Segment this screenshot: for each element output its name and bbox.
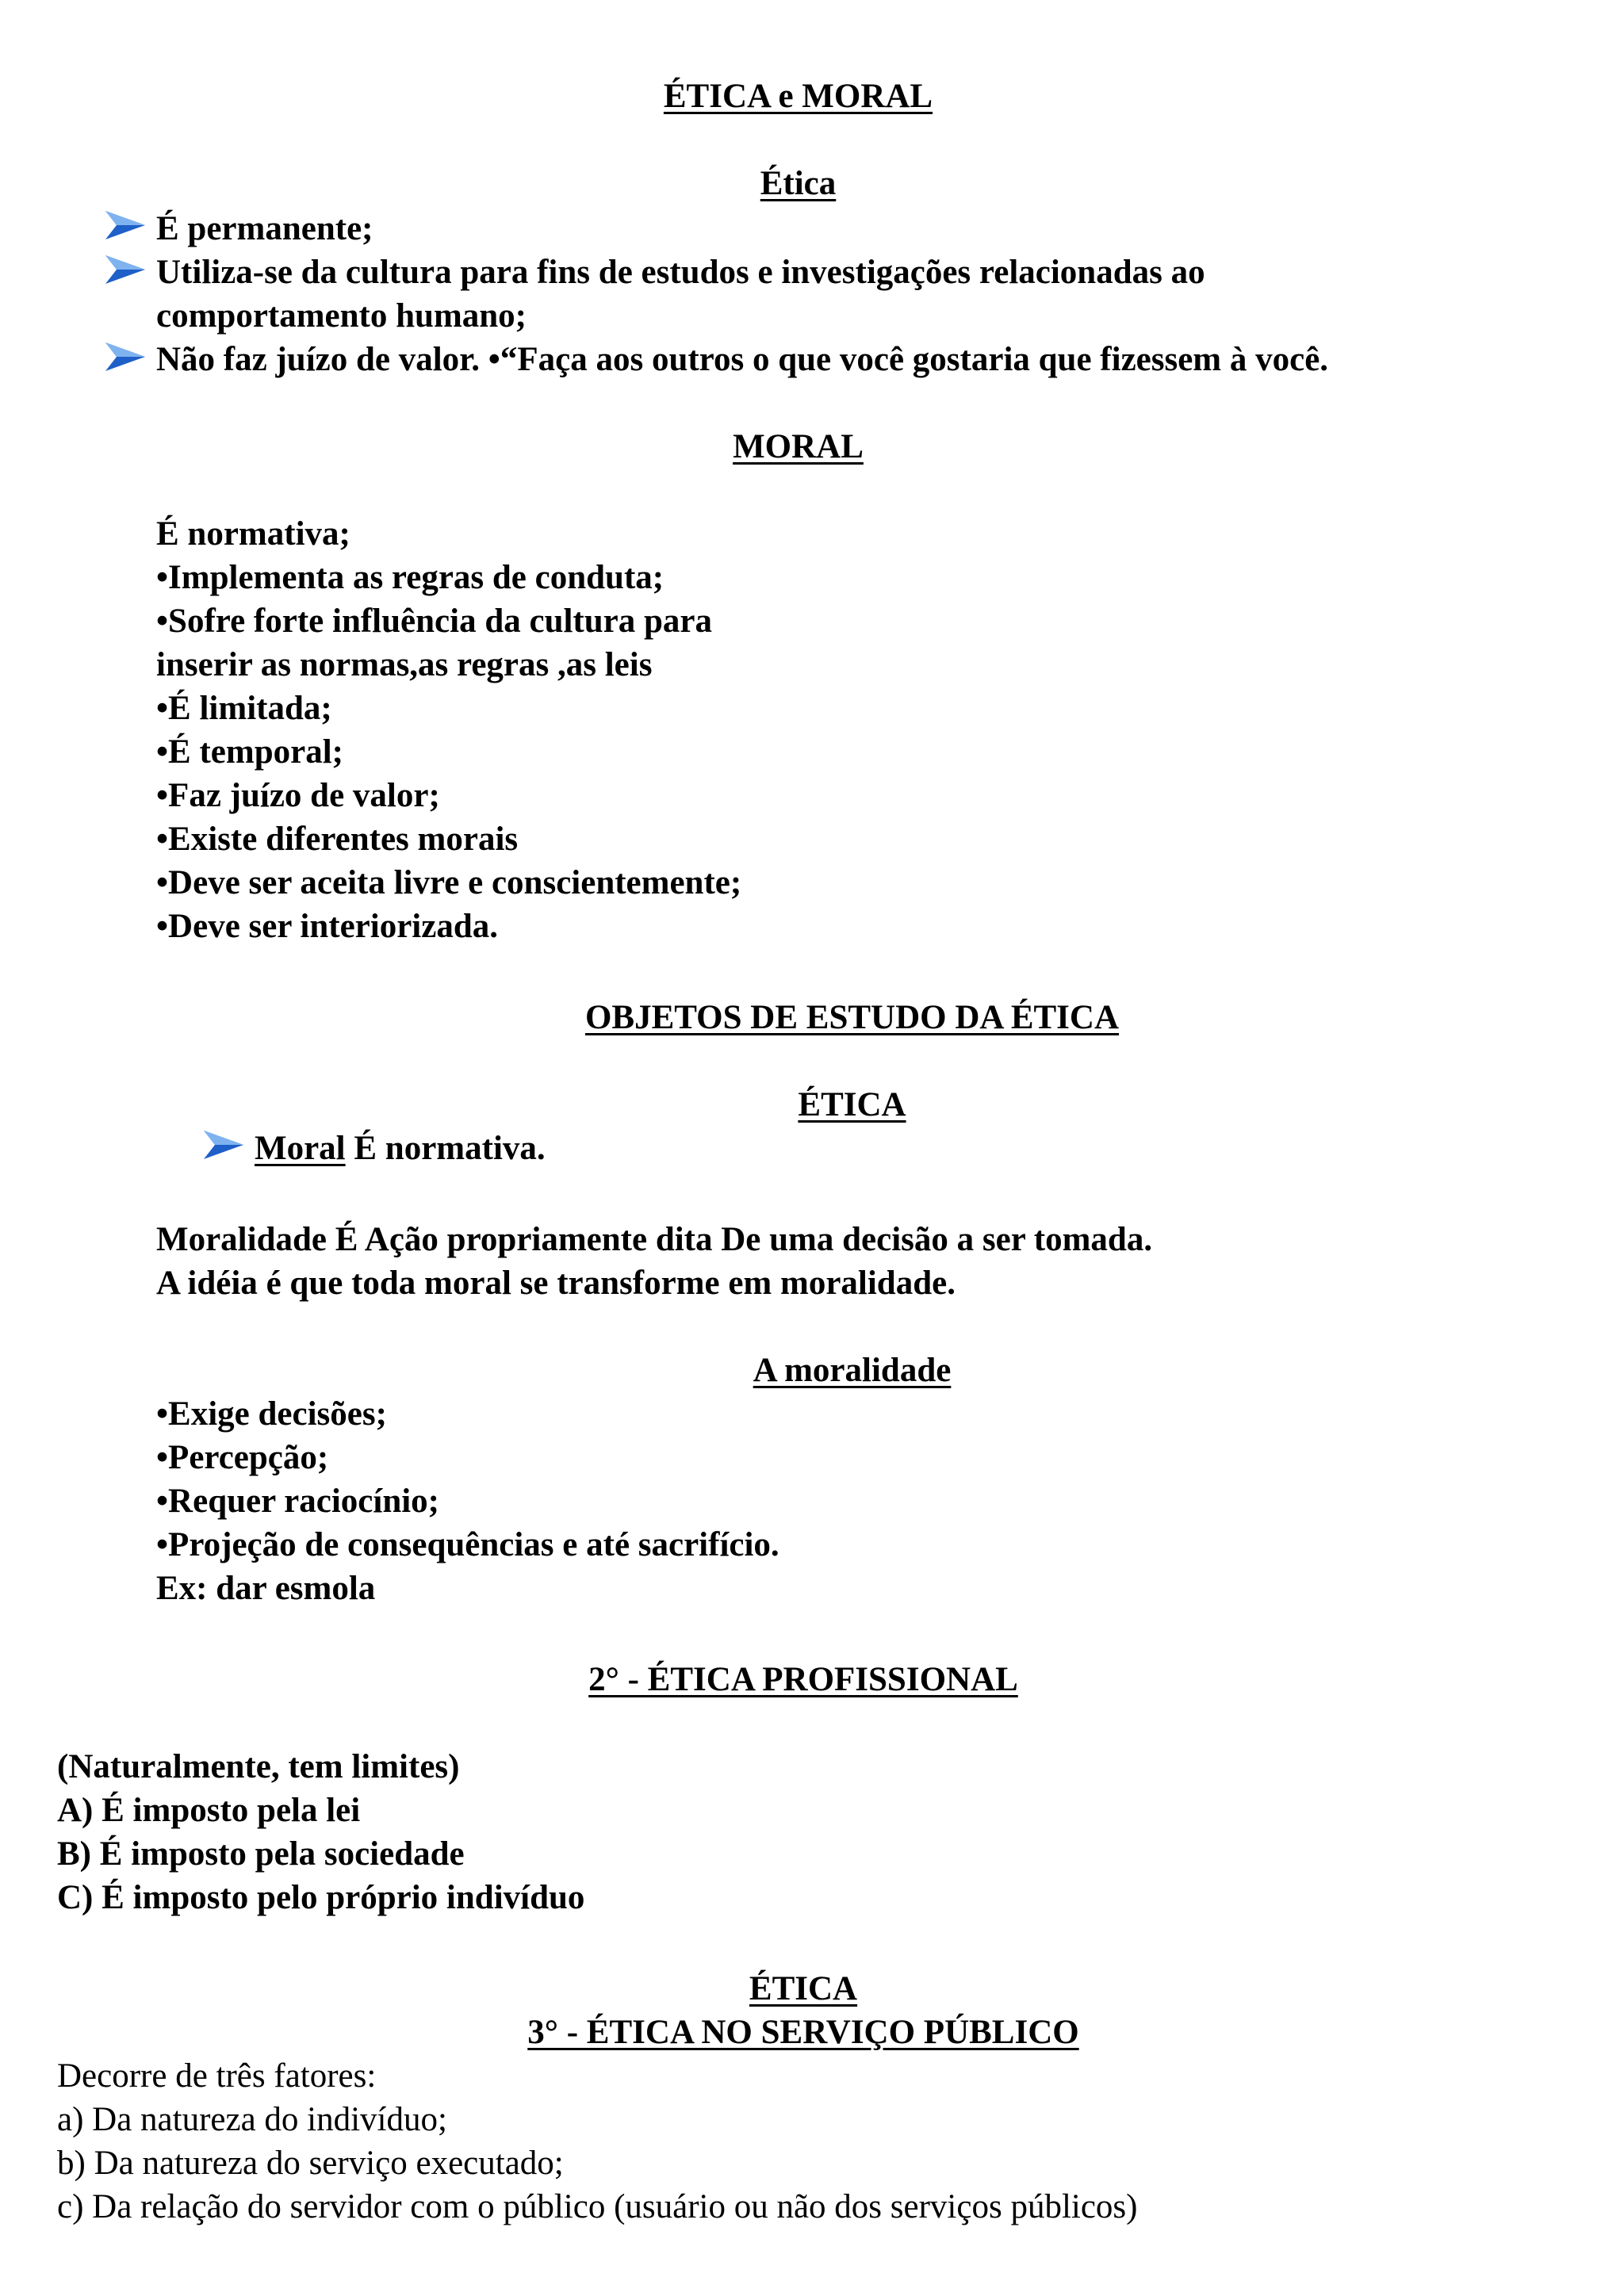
- moral-item: •Deve ser aceita livre e conscientemente;: [156, 864, 742, 901]
- moral-rest: É normativa.: [345, 1130, 546, 1167]
- moral-item: inserir as normas,as regras ,as leis: [156, 646, 653, 683]
- arrow-bullet-icon: [105, 211, 145, 239]
- publico-item: b) Da natureza do serviço executado;: [57, 2145, 564, 2182]
- moralidade-heading: A moralidade: [753, 1352, 952, 1389]
- moral-item: •Sofre forte influência da cultura para: [156, 603, 712, 640]
- moral-item: •É temporal;: [156, 733, 343, 771]
- etica-item: É permanente;: [156, 210, 373, 247]
- moral-item: •Existe diferentes morais: [156, 821, 519, 858]
- profissional-heading: 2° - ÉTICA PROFISSIONAL: [588, 1661, 1018, 1698]
- etica-item: Não faz juízo de valor. •“Faça aos outros o que você gostaria que fizessem à você.: [156, 341, 1329, 378]
- moral-term: Moral: [255, 1130, 346, 1167]
- publico-heading-1: ÉTICA: [749, 1970, 858, 2007]
- moral-item: É normativa;: [156, 515, 350, 553]
- moralidade-item: Ex: dar esmola: [156, 1570, 376, 1607]
- profissional-item: C) É imposto pelo próprio indivíduo: [57, 1879, 585, 1916]
- profissional-item: B) É imposto pela sociedade: [57, 1835, 465, 1873]
- profissional-item: A) É imposto pela lei: [57, 1792, 361, 1829]
- moral-item: •Deve ser interiorizada.: [156, 908, 498, 945]
- objetos-line: Moralidade É Ação propriamente dita De uma decisão a ser tomada.: [156, 1221, 1153, 1258]
- arrow-bullet-icon: [105, 255, 145, 284]
- objetos-moral-line: [255, 1128, 546, 1169]
- arrow-bullet-icon: [204, 1131, 243, 1159]
- objetos-heading: OBJETOS DE ESTUDO DA ÉTICA: [584, 999, 1120, 1036]
- objetos-line: A idéia é que toda moral se transforme em moralidade.: [156, 1265, 956, 1302]
- etica-item: comportamento humano;: [156, 297, 527, 335]
- publico-item: c) Da relação do servidor com o público (usuário ou não dos serviços públicos): [57, 2188, 1138, 2225]
- moral-item: •É limitada;: [156, 690, 332, 727]
- moralidade-item: •Projeção de consequências e até sacrifício.: [156, 1526, 779, 1563]
- moralidade-item: •Exige decisões;: [156, 1395, 387, 1433]
- profissional-item: (Naturalmente, tem limites): [57, 1748, 460, 1785]
- page-title: ÉTICA e MORAL: [663, 78, 933, 115]
- moral-item: •Implementa as regras de conduta;: [156, 559, 665, 596]
- etica-item: Utiliza-se da cultura para fins de estudos e investigações relacionadas ao: [156, 254, 1205, 291]
- publico-heading-2: 3° - ÉTICA NO SERVIÇO PÚBLICO: [527, 2014, 1079, 2051]
- moralidade-item: •Percepção;: [156, 1439, 329, 1476]
- moralidade-item: •Requer raciocínio;: [156, 1483, 439, 1520]
- moral-heading: MORAL: [733, 428, 864, 465]
- publico-item: Decorre de três fatores:: [57, 2057, 377, 2095]
- objetos-subheading: ÉTICA: [798, 1086, 906, 1123]
- arrow-bullet-icon: [105, 342, 145, 371]
- publico-item: a) Da natureza do indivíduo;: [57, 2101, 447, 2138]
- etica-heading: Ética: [760, 165, 837, 202]
- moral-item: •Faz juízo de valor;: [156, 777, 440, 814]
